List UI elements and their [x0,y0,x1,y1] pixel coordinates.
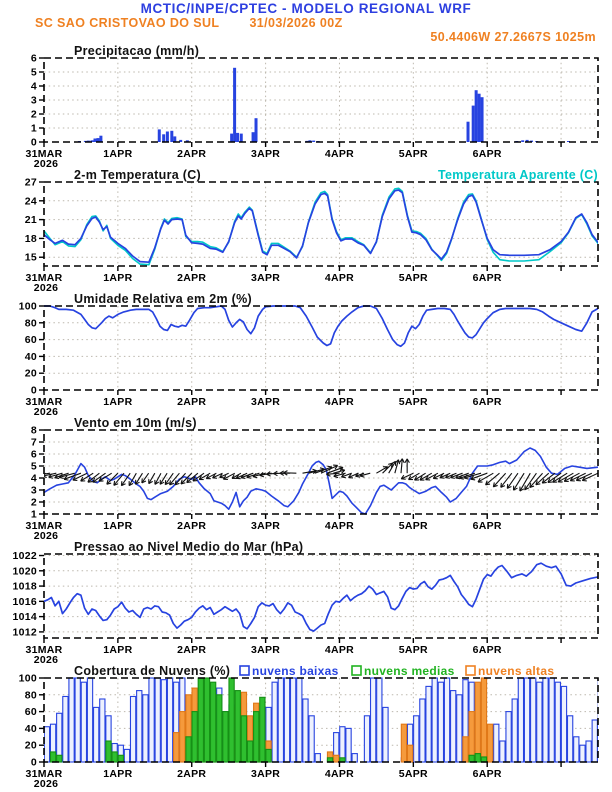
legend-swatch-2 [352,666,361,675]
precipitation-chart-block [0,44,612,168]
y-tick-label: 8 [30,424,37,437]
wind-chart [0,416,612,540]
y-tick-label: 80 [24,689,37,702]
x-tick-label: 31MAR [25,396,63,408]
precip-bar [472,106,475,142]
wind-barb-head [450,478,454,479]
cloud-bar [481,678,486,762]
cloud-bar [371,678,376,762]
wind-barb-head [445,478,449,479]
y-tick-label: 40 [24,350,37,363]
y-tick-label: 27 [24,176,37,189]
wind-barb-head [471,479,475,480]
precip-bar [166,132,169,143]
cloud-bar [334,755,339,762]
cloud-bar [537,682,542,762]
cloud-bar [100,699,105,762]
cloud-bar [506,712,511,762]
y-tick-label: 15 [24,251,37,264]
cloud-bar [198,678,203,762]
x-tick-label: 4APR [324,520,355,532]
cloud-bar [87,678,92,762]
cloud-bar [512,699,517,762]
wind-barb-head [334,476,338,477]
legend-label-3: nuvens altas [478,664,555,678]
cloud-bar [174,733,179,762]
x-year-label: 2026 [33,654,59,664]
cloud-bar [254,712,259,762]
cloud-bar [580,745,585,762]
y-tick-label: 18 [24,232,37,245]
clouds-title: Cobertura de Nuvens (%) [74,664,231,678]
precip-bar [162,134,165,142]
cloud-bar [75,678,80,762]
cloud-bar [278,678,283,762]
humidity-title: Umidade Relativa em 2m (%) [74,292,252,306]
y-tick-label: 4 [30,80,37,93]
cloud-bar [94,707,99,762]
cloud-bar [303,699,308,762]
wind-barb-head [241,478,245,479]
cloud-bar [426,686,431,762]
cloud-bar [401,724,406,762]
cloud-bar [518,678,523,762]
cloud-bar [81,682,86,762]
x-tick-label: 2APR [177,272,207,284]
precip-bar [312,141,315,142]
wind-barb-head [37,472,41,475]
precip-bar [158,129,161,142]
cloud-bar [549,678,554,762]
x-tick-label: 3APR [250,520,281,532]
cloud-bar [383,707,388,762]
x-tick-label: 2APR [177,644,207,656]
cloud-bar [69,678,74,762]
wind-barb [493,473,505,487]
precip-bar [230,134,233,142]
temperature-chart [0,168,612,292]
cloud-bar [57,713,62,762]
y-tick-label: 4 [30,472,37,485]
cloud-bar [457,695,462,762]
cloud-bar [463,737,468,762]
precip-bar [252,132,255,142]
y-tick-label: 2 [30,496,37,509]
cloud-bar [377,678,382,762]
humidity-plot-area [44,306,598,346]
cloud-bar [106,741,111,762]
wind-barb-head [170,480,171,484]
cloud-bar [561,686,566,762]
cloud-bar [494,724,499,762]
y-tick-label: 80 [24,317,37,330]
cloud-bar [210,682,215,762]
x-year-label: 2026 [33,778,59,788]
cloud-bar [469,712,474,762]
y-tick-label: 24 [24,195,37,208]
y-tick-label: 1012 [12,626,37,639]
cloud-bar [524,678,529,762]
x-year-label: 2026 [33,530,59,540]
y-tick-label: 60 [24,334,37,347]
cloud-bar [124,749,129,762]
cloud-bar [297,678,302,762]
cloud-bar [155,678,160,762]
y-tick-label: 21 [24,214,37,227]
y-tick-label: 6 [30,448,37,461]
x-tick-label: 6APR [472,768,502,780]
wind-barb-head [260,475,264,477]
precip-bar [99,136,102,142]
wind-barb-head [37,475,41,477]
x-tick-label: 4APR [324,396,355,408]
y-tick-label: 2 [30,108,37,121]
x-tick-label: 1APR [103,148,133,160]
wind-barb-head [339,467,343,468]
x-tick-label: 1APR [103,644,133,656]
cloud-bar [500,741,505,762]
precip-bar [170,131,173,142]
cloud-bar [247,741,252,762]
x-tick-label: 5APR [398,396,428,408]
cloud-bar [161,680,166,762]
cloud-bar [57,755,62,762]
x-tick-label: 3APR [250,272,281,284]
x-tick-label: 4APR [324,272,355,284]
precip-bar [521,140,524,142]
y-tick-label: 5 [30,66,37,79]
x-tick-label: 4APR [324,644,355,656]
y-tick-label: 0 [30,136,37,149]
x-year-label: 2026 [33,406,59,416]
precipitation-chart [0,44,612,168]
x-tick-label: 31MAR [25,148,63,160]
cloud-bar [543,678,548,762]
pressure-line [44,563,598,631]
legend-label-2: nuvens medias [364,664,455,678]
cloud-bar [217,695,222,762]
temperature-chart-block [0,168,612,292]
cloud-bar [112,752,117,762]
x-tick-label: 3APR [250,768,281,780]
precip-bar [481,97,484,142]
wind-barb-head [341,477,345,478]
y-tick-label: 6 [30,52,37,65]
cloud-bar [432,678,437,762]
x-tick-label: 5APR [398,272,428,284]
y-tick-label: 60 [24,706,37,719]
cloud-bar [340,727,345,762]
x-tick-label: 1APR [103,272,133,284]
x-tick-label: 3APR [250,396,281,408]
x-tick-label: 31MAR [25,768,63,780]
station-coordinates: 50.4406W 27.2667S 1025m [430,30,596,44]
station-line [35,16,343,30]
pressure-chart [0,540,612,664]
precip-bar [475,90,478,142]
cloud-bar [364,716,369,762]
cloud-bar [143,695,148,762]
y-tick-label: 1016 [12,595,37,608]
x-tick-label: 6APR [472,396,502,408]
cloud-bar [315,754,320,762]
humidity-line [44,306,598,346]
pressure-plot-area [44,563,598,631]
cloud-bar [137,691,142,762]
wind-barb-head [327,466,331,467]
chart-frame [44,430,598,514]
x-tick-label: 5APR [398,768,428,780]
x-tick-label: 5APR [398,520,428,532]
precipitation-title: Precipitacao (mm/h) [74,44,200,58]
x-tick-label: 1APR [103,520,133,532]
cloud-bar [414,716,419,762]
x-tick-label: 4APR [324,148,355,160]
humidity-chart-block [0,292,612,416]
y-tick-label: 0 [30,384,37,397]
legend-swatch-1 [240,666,249,675]
wind-barb-head [64,479,68,480]
pressure-chart-block [0,540,612,664]
cloud-bar [592,720,597,762]
charts-stack [0,44,612,788]
x-tick-label: 3APR [250,644,281,656]
y-tick-label: 20 [24,367,37,380]
cloud-bar [420,699,425,762]
temperature-title: 2-m Temperatura (C) [74,168,202,182]
cloud-bar [130,696,135,762]
y-tick-label: 1 [30,508,37,521]
wind-line [44,448,598,514]
cloud-bar [223,712,228,762]
cloud-bar [475,682,480,762]
cloud-bar [407,745,412,762]
x-tick-label: 6APR [472,272,502,284]
temperature-right-legend: Temperatura Aparente (C) [437,168,598,182]
x-tick-label: 1APR [103,768,133,780]
model-title: MCTIC/INPE/CPTEC - MODELO REGIONAL WRF [140,1,472,16]
y-tick-label: 1020 [12,565,37,578]
cloud-bar [149,678,154,762]
cloud-bar [568,716,573,762]
cloud-bar [444,678,449,762]
wind-barb-head [114,481,115,485]
cloud-bar [531,678,536,762]
legend-label-1: nuvens baixas [252,664,339,678]
cloud-bar [574,737,579,762]
x-tick-label: 6APR [472,148,502,160]
precip-bar [467,122,470,142]
cloud-bar [186,737,191,762]
cloud-bar [487,724,492,762]
wind-chart-block [0,416,612,540]
cloud-bar [352,754,357,762]
cloud-bar [272,682,277,762]
wind-plot-area [31,448,598,514]
wind-barb-head [356,476,360,477]
cloud-bar [586,741,591,762]
cloud-bar [44,727,49,762]
precip-bar [255,118,258,142]
run-datetime: 31/03/2026 00Z [249,16,343,30]
cloud-bar [180,712,185,762]
station-name: SC SAO CRISTOVAO DO SUL [35,16,220,30]
cloud-bar [291,678,296,762]
chart-frame [44,306,598,390]
x-tick-label: 1APR [103,396,133,408]
wind-barb [170,473,180,485]
wind-barb-head [253,477,257,478]
y-tick-label: 7 [30,436,37,449]
x-tick-label: 2APR [177,396,207,408]
y-tick-label: 40 [24,722,37,735]
temperature-plot-area [44,188,598,264]
wind-barb-head [360,476,364,477]
x-tick-label: 6APR [472,520,502,532]
precip-bar [236,133,239,142]
cloud-bar [284,678,289,762]
temperature-line [44,188,598,264]
clouds-chart-block [0,664,612,788]
x-tick-label: 2APR [177,520,207,532]
cloud-bar [469,755,474,762]
x-tick-label: 6APR [472,644,502,656]
cloud-bar [260,697,265,762]
clouds-chart [0,664,612,788]
cloud-bar [235,691,240,762]
y-tick-label: 3 [30,94,37,107]
cloud-bar [555,682,560,762]
cloud-bar [346,728,351,762]
precipitation-plot-area [78,68,570,142]
x-tick-label: 5APR [398,644,428,656]
x-tick-label: 31MAR [25,520,63,532]
x-year-label: 2026 [33,282,59,292]
cloud-bar [266,749,271,762]
precip-bar [478,94,481,142]
cloud-bar [451,691,456,762]
x-tick-label: 2APR [177,768,207,780]
cloud-bar [241,716,246,762]
x-tick-label: 2APR [177,148,207,160]
precip-bar [233,68,236,142]
x-tick-label: 4APR [324,768,355,780]
y-tick-label: 1014 [12,611,37,624]
y-tick-label: 5 [30,460,37,473]
wind-barb-head [312,469,316,471]
y-tick-label: 100 [18,672,37,685]
y-tick-label: 3 [30,484,37,497]
cloud-bar [50,752,55,762]
y-tick-label: 20 [24,739,37,752]
y-tick-label: 1 [30,122,37,135]
wind-barb-head [501,483,502,487]
y-tick-label: 1018 [12,580,37,593]
cloud-bar [229,678,234,762]
cloud-bar [204,678,209,762]
x-tick-label: 3APR [250,148,281,160]
wind-title: Vento em 10m (m/s) [74,416,197,430]
x-tick-label: 31MAR [25,272,63,284]
x-year-label: 2026 [33,158,59,168]
x-tick-label: 31MAR [25,644,63,656]
wind-barb-head [320,468,324,469]
cloud-bar [309,716,314,762]
y-tick-label: 1022 [12,550,37,563]
cloud-bar [63,696,68,762]
y-tick-label: 0 [30,756,37,769]
precip-bar [240,134,243,142]
cloud-bar [438,682,443,762]
clouds-plot-area [44,678,603,762]
cloud-bar [118,755,123,762]
cloud-bar [192,712,197,762]
y-tick-label: 100 [18,300,37,313]
precip-bar [173,136,176,142]
cloud-bar [167,678,172,762]
humidity-chart [0,292,612,416]
cloud-bar [598,678,603,762]
pressure-title: Pressao ao Nivel Medio do Mar (hPa) [74,540,304,554]
cloud-bar [475,754,480,762]
x-tick-label: 5APR [398,148,428,160]
legend-swatch-3 [466,666,475,675]
